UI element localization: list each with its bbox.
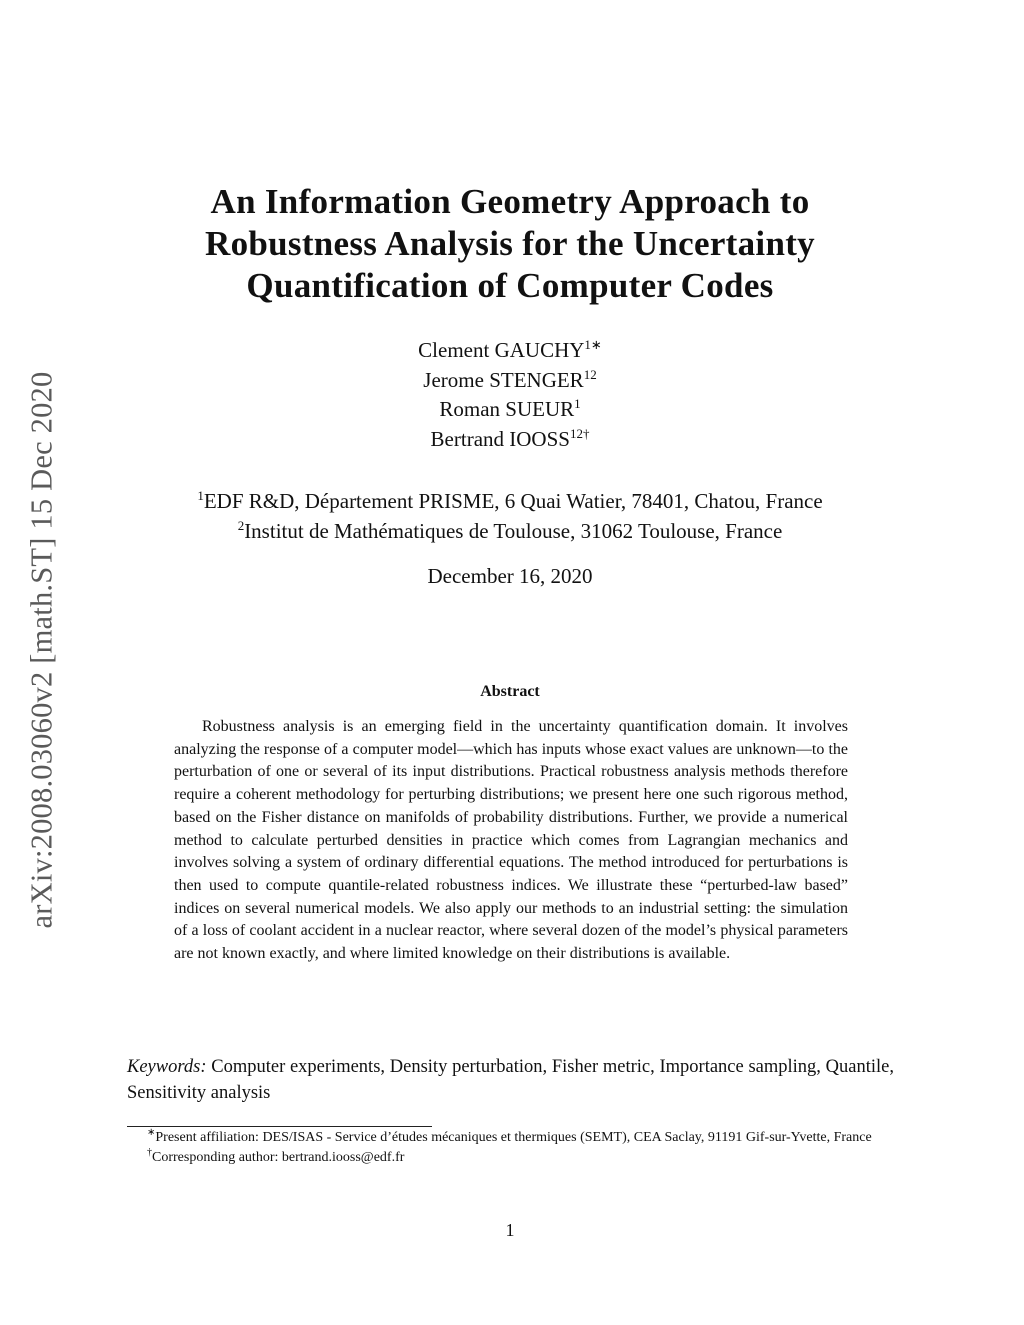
affiliation-mark: 2 <box>237 518 245 533</box>
arxiv-sidebar <box>16 330 68 970</box>
footnote-text: Corresponding author: bertrand.iooss@edf.fr <box>152 1150 405 1165</box>
keywords-label: Keywords: <box>127 1057 207 1077</box>
title-line-1: An Information Geometry Approach to <box>210 182 810 221</box>
footnotes <box>127 1128 895 1168</box>
footnote-divider <box>127 1126 432 1127</box>
footnote-present-affiliation <box>127 1128 895 1148</box>
arxiv-identifier: arXiv:2008.03060v2 [math.ST] 15 Dec 2020 <box>24 371 59 929</box>
affiliation-list <box>100 486 920 546</box>
author-name: Jerome STENGER <box>423 367 584 392</box>
abstract-heading: Abstract <box>480 683 540 700</box>
title-line-2: Robustness Analysis for the Uncertainty <box>205 224 815 263</box>
footnote-mark: † <box>147 1147 152 1158</box>
author-sueur <box>100 395 920 425</box>
author-affiliation-marks: 1 <box>574 396 581 411</box>
footnote-mark: ∗ <box>147 1127 156 1138</box>
author-gauchy <box>100 336 920 366</box>
author-name: Clement GAUCHY <box>418 338 585 362</box>
paper-title <box>100 181 920 307</box>
keywords <box>127 1054 894 1106</box>
title-line-3: Quantification of Computer Codes <box>246 266 774 305</box>
affiliation-edf <box>100 486 920 516</box>
abstract-body: Robustness analysis is an emerging field in the uncertainty quantification domain. It involves analyzing the response of a computer model—which has inputs whose exact values are unknown—to the perturbation of one or several of its input distributions. Practical robustness analysis methods therefore require a coherent methodology for perturbing distributions; we present here one such rigorous method, based on the Fisher distance on manifolds of probability distributions. Further, we provide a numerical method to calculate perturbed densities in practice which comes from Lagrangian mechanics and involves solving a system of ordinary differential equations. The method introduced for perturbations is then used to compute quantile-related robustness indices. We illustrate these “perturbed-law based” indices on several numerical models. We also apply our methods to an industrial setting: the simulation of a loss of coolant accident in a nuclear reactor, where several dozen of the model’s physical parameters are not known exactly, and where limited knowledge on their distributions is available. <box>174 718 848 963</box>
affiliation-text: Institut de Mathématiques de Toulouse, 31062 Toulouse, France <box>244 519 783 543</box>
keywords-text: Computer experiments, Density perturbation, Fisher metric, Importance sampling, Quantile, Sensitivity analysis <box>127 1057 894 1103</box>
author-name: Roman SUEUR <box>439 397 575 421</box>
author-affiliation-marks: 1∗ <box>584 337 602 352</box>
page-number: 1 <box>505 1220 515 1240</box>
author-name: Bertrand IOOSS <box>430 426 570 451</box>
affiliation-text: EDF R&D, Département PRISME, 6 Quai Watier, 78401, Chatou, France <box>203 489 823 513</box>
author-affiliation-marks: 12† <box>569 425 590 441</box>
affiliation-imt <box>100 516 920 546</box>
affiliation-mark: 1 <box>197 488 204 503</box>
footnote-corresponding-author <box>127 1148 895 1168</box>
publication-date: December 16, 2020 <box>427 564 593 588</box>
author-list <box>100 336 920 454</box>
author-stenger <box>100 366 920 396</box>
footnote-text: Present affiliation: DES/ISAS - Service d’études mécaniques et thermiques (SEMT), CEA Saclay, 91191 Gif-sur-Yvette, France <box>155 1130 872 1145</box>
author-iooss <box>100 425 920 455</box>
author-affiliation-marks: 12 <box>583 366 597 382</box>
